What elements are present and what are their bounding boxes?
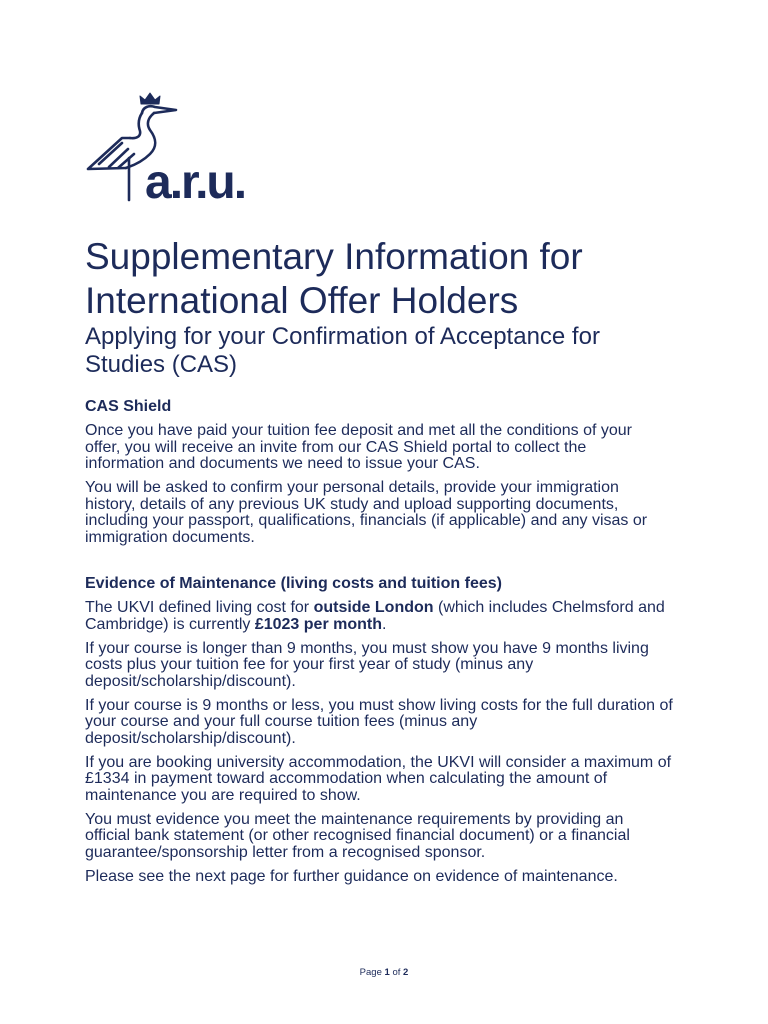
paragraph-line: Once you have paid your tuition fee deposit and met all the conditions of your [85,422,633,439]
paragraph-line: You must evidence you meet the maintenance requirements by providing an [85,810,624,828]
paragraph-line: costs plus your tuition fee for your first year of study (minus any [85,656,534,673]
paragraph [85,698,705,748]
paragraph-line: Please see the next page for further guidance on evidence of maintenance. [85,867,618,885]
paragraph-line: information and documents we need to issue your CAS. [85,455,480,472]
paragraph-line: guarantee/sponsorship letter from a recognised sponsor. [85,843,486,861]
title-line: International Offer Holders [85,280,519,321]
section-evidence-of-maintenance [85,554,705,886]
paragraph-line [85,600,705,617]
current-page-number: 1 [384,967,390,978]
document-subtitle [85,323,600,379]
living-cost-text: . [381,615,387,633]
paragraph-line: history, details of any previous UK study and upload supporting documents, [85,495,619,513]
living-cost-text: (which includes Chelmsford and [433,599,665,616]
paragraph-line: deposit/scholarship/discount). [85,672,296,690]
section-cas-shield [85,399,705,546]
living-cost-text: The UKVI defined living cost for [85,599,314,616]
paragraph [85,423,705,473]
paragraph-line: including your passport, qualifications, financials (if applicable) and any visas or [85,512,648,529]
page-label: Page [359,967,382,978]
of-label: of [392,967,401,978]
paragraph-line [85,617,705,634]
paragraph-line: maintenance you are required to show. [85,786,361,804]
paragraph-line: immigration documents. [85,528,255,546]
paragraph-line: offer, you will receive an invite from our CAS Shield portal to collect the [85,438,587,456]
heron-head [142,106,176,113]
paragraph-line: £1334 in payment toward accommodation when calculating the amount of [85,770,608,787]
paragraph [85,755,705,805]
page-footer [0,967,768,979]
living-cost-paragraph [85,600,705,633]
section-heading: Evidence of Maintenance (living costs and tuition fees) [85,575,502,592]
paragraph-line: If your course is 9 months or less, you must show living costs for the full duration of [85,696,673,714]
paragraph [85,480,705,546]
paragraph-line: If you are booking university accommodation, the UKVI will consider a maximum of [85,753,672,771]
paragraph [85,869,705,886]
paragraph [85,812,705,862]
subtitle-line: Studies (CAS) [85,351,238,378]
living-cost-location: outside London [313,599,434,616]
living-cost-amount: £1023 per month [254,615,382,633]
heron-neck-back [130,113,142,138]
total-pages-number: 2 [403,967,409,978]
paragraph-line: your course and your full course tuition fees (minus any [85,713,478,730]
logo-wordmark: a.r.u. [145,156,246,209]
section-heading: CAS Shield [85,398,172,415]
crown-shape [140,93,160,104]
title-line: Supplementary Information for [85,236,583,277]
paragraph [85,641,705,691]
paragraph-line: deposit/scholarship/discount). [85,729,296,747]
paragraph-line: You will be asked to confirm your personal details, provide your immigration [85,479,619,496]
document-title [85,235,583,323]
document-body [85,399,705,893]
subtitle-line: Applying for your Confirmation of Acceptance for [85,323,600,350]
paragraph-line: official bank statement (or other recognised financial document) or a financial [85,827,630,844]
paragraph-line: If your course is longer than 9 months, you must show you have 9 months living [85,639,649,657]
living-cost-text: Cambridge) is currently [85,615,255,633]
